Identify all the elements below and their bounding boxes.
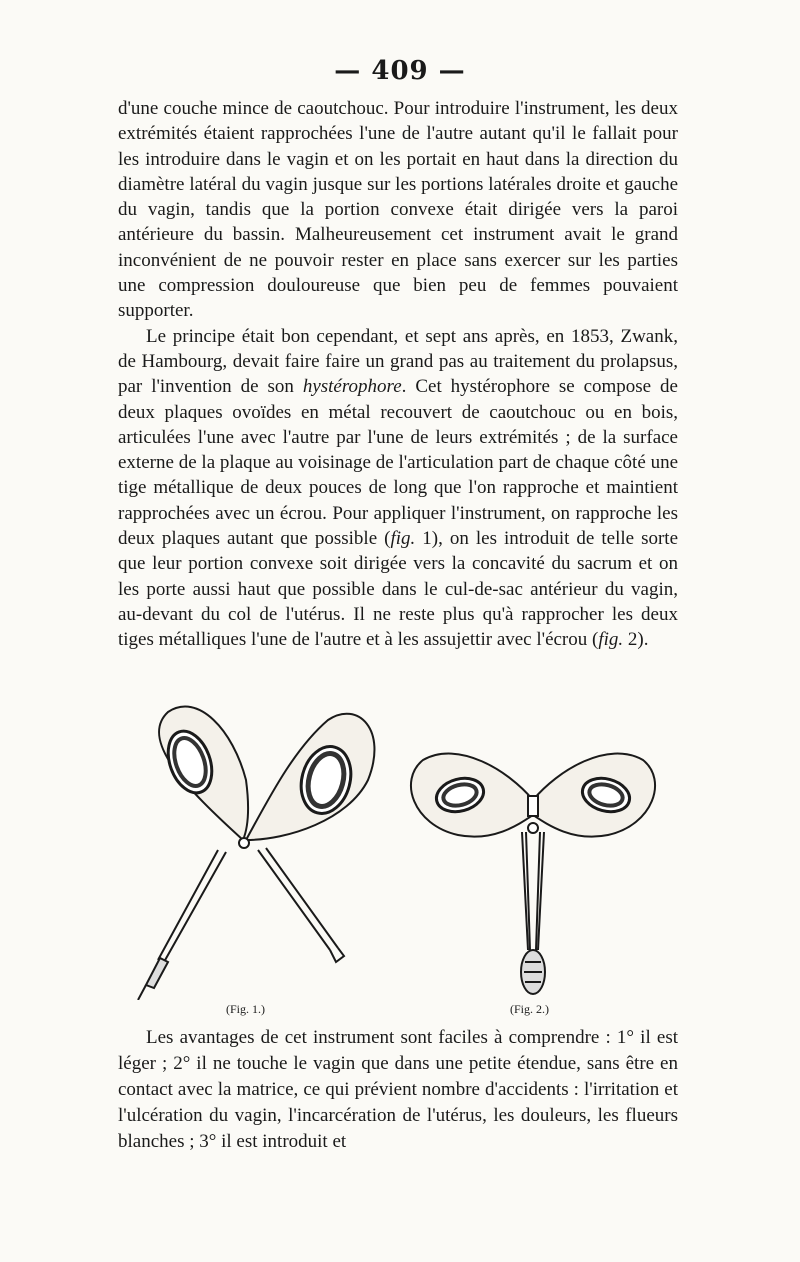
text-block-bottom: [118, 1025, 678, 1155]
text-block-top: [118, 96, 678, 653]
text-run: 2).: [623, 629, 649, 651]
text-run: . Cet hystérophore se compose de deux plaques ovoïdes en métal recouvert de caoutchouc ou en bois, articulées l'une avec l'autre par l'une de leurs extrémités ; de la surface externe de la plaque au voisinage de l'articulation part de chaque côté une tige métallique de deux pouces de long que l'on rapproche et maintient rapprochées avec un écrou. Pour appliquer l'instrument, on rapproche les deux plaques autant que possible (: [118, 376, 678, 550]
text-run: Les avantages de cet instrument sont faciles à comprendre : 1° il est léger ; 2° il ne touche le vagin que dans une petite étendue, sans être en contact avec la matrice, ce qui prévient nombre d'accidents : l'irritation et l'ulcération du vagin, l'incarcération de l'utérus, les douleurs, les flueurs blanches ; 3° il est introduit et: [118, 1027, 678, 1152]
page-number: — 409 —: [334, 56, 466, 86]
figure-group: [118, 700, 678, 1025]
italic-text: fig.: [598, 629, 624, 651]
figure-2-illustration: [398, 700, 678, 1000]
text-run: Le principe était bon cependant, et sept ans après, en 1853, Zwank, de Hambourg, devait faire faire un grand pas au traitement du prolapsus, par l'invention de son: [118, 325, 678, 398]
figure-2-caption: (Fig. 2.): [510, 1002, 549, 1016]
paragraph: [118, 96, 678, 324]
figure-1-illustration: [118, 700, 398, 1000]
italic-text: hystérophore: [302, 376, 402, 398]
text-run: 1), on les introduit de telle sorte que leur portion convexe soit dirigée vers la concavité du sacrum et on les porte aussi haut que possible dans le cul-de-sac antérieur du vagin, au-devant du col de l'utérus. Il ne reste plus qu'à rapprocher les deux tiges métalliques l'une de l'autre et à les assujettir avec l'écrou (: [118, 528, 679, 651]
italic-text: fig.: [390, 528, 416, 550]
figure-1-caption: (Fig. 1.): [226, 1002, 265, 1016]
paragraph: [118, 1025, 678, 1155]
paragraph: [118, 324, 678, 653]
text-run: d'une couche mince de caoutchouc. Pour introduire l'instrument, les deux extrémités étaient rapprochées l'une de l'autre autant qu'il le fallait pour les introduire dans le vagin et on les portait en haut dans la direction du diamètre latéral du vagin jusque sur les portions latérales droite et gauche du vagin, tandis que la portion convexe était dirigée vers la paroi antérieure du bassin. Malheureusement cet instrument avait le grand inconvénient de ne pouvoir rester en place sans exercer sur les parties une compression douloureuse que bien peu de femmes pouvaient supporter.: [118, 98, 678, 322]
